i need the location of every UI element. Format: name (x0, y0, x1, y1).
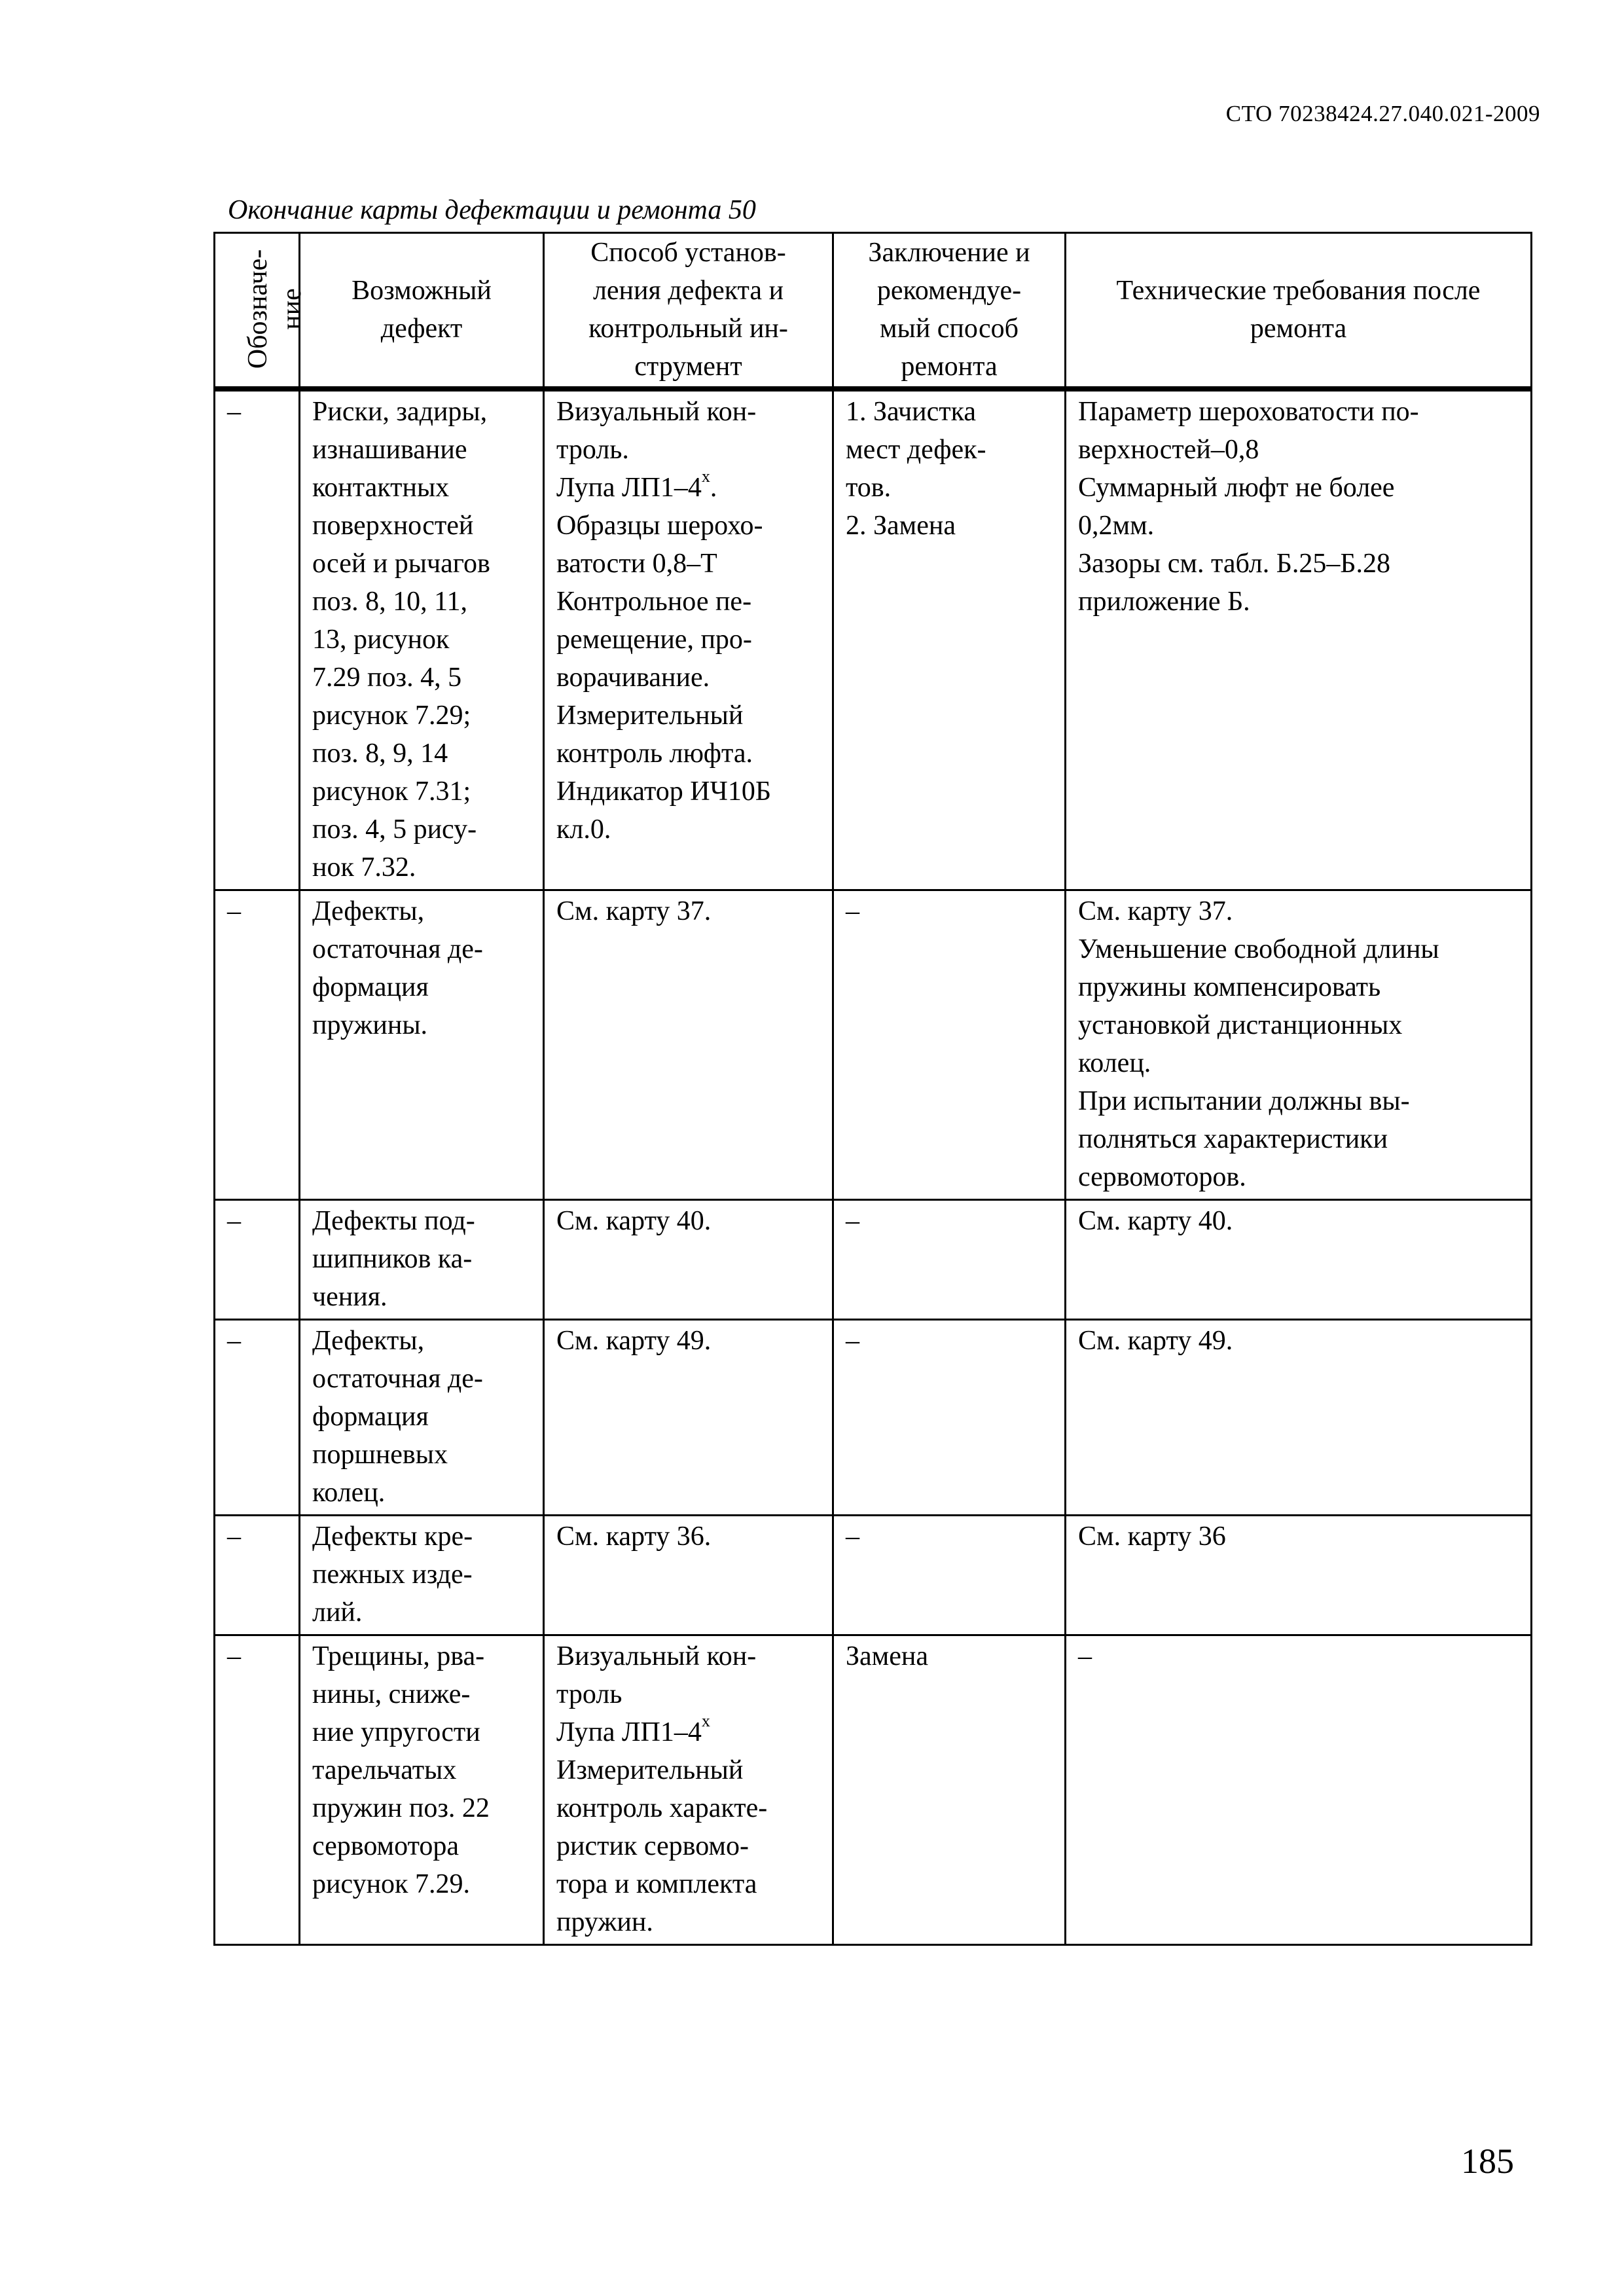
cell-defect: Трещины, рва- нины, сниже- ние упругости тарельчатых пружин поз. 22 сервомотора рисунок 7.29. (300, 1635, 544, 1944)
table-row (215, 1635, 1532, 1944)
cell-designation: – (215, 1635, 300, 1944)
column-header-repair: Заключение и рекомендуе- мый способ ремонта (833, 233, 1066, 389)
method-text-a: См. карту 40. (556, 1205, 712, 1236)
cell-repair: – (833, 1319, 1066, 1515)
cell-method (544, 1319, 833, 1515)
cell-requirements: – (1066, 1635, 1532, 1944)
table-row (215, 1515, 1532, 1635)
column-header-method: Способ установ- ления дефекта и контрольный ин- струмент (544, 233, 833, 389)
cell-requirements: См. карту 36 (1066, 1515, 1532, 1635)
cell-designation: – (215, 389, 300, 890)
column-header-defect: Возможный дефект (300, 233, 544, 389)
document-code: СТО 70238424.27.040.021-2009 (1225, 101, 1540, 126)
cell-repair: 1. Зачистка мест дефек- тов. 2. Замена (833, 389, 1066, 890)
cell-repair: Замена (833, 1635, 1066, 1944)
cell-designation: – (215, 1199, 300, 1319)
cell-designation: – (215, 1319, 300, 1515)
method-text-a: См. карту 37. (556, 896, 712, 926)
cell-repair: – (833, 1199, 1066, 1319)
table-row (215, 890, 1532, 1199)
table-header-row (215, 233, 1532, 389)
cell-repair: – (833, 1515, 1066, 1635)
cell-defect: Дефекты, остаточная де- формация поршневых колец. (300, 1319, 544, 1515)
method-text-a: См. карту 36. (556, 1521, 712, 1552)
column-header-designation-text: Обозначе- ние (243, 249, 308, 369)
method-text-b: Измерительный контроль характе- ристик сервомо- тора и комплекта пружин. (556, 1755, 768, 1937)
cell-defect: Дефекты под- шипников ка- чения. (300, 1199, 544, 1319)
cell-defect: Дефекты кре- пежных изде- лий. (300, 1515, 544, 1635)
method-superscript: х (701, 1711, 710, 1730)
cell-designation: – (215, 890, 300, 1199)
cell-method (544, 1199, 833, 1319)
table-row (215, 1199, 1532, 1319)
column-header-designation (215, 233, 308, 389)
table-row (215, 1319, 1532, 1515)
cell-method (544, 890, 833, 1199)
cell-designation: – (215, 1515, 300, 1635)
column-header-requirements: Технические требования после ремонта (1066, 233, 1532, 389)
cell-method (544, 389, 833, 890)
cell-requirements: Параметр шероховатости по- верхностей–0,8 Суммарный люфт не более 0,2мм. Зазоры см. табл. Б.25–Б.28 приложение Б. (1066, 389, 1532, 890)
cell-defect: Дефекты, остаточная де- формация пружины. (300, 890, 544, 1199)
cell-repair: – (833, 890, 1066, 1199)
cell-defect: Риски, задиры, изнашивание контактных поверхностей осей и рычагов поз. 8, 10, 11, 13, рисунок 7.29 поз. 4, 5 рисунок 7.29; поз. 8, 9, 14 рисунок 7.31; поз. 4, 5 рису- нок 7.32. (300, 389, 544, 890)
cell-method (544, 1515, 833, 1635)
method-text-a: См. карту 49. (556, 1325, 712, 1356)
table-caption: Окончание карты дефектации и ремонта 50 (228, 195, 756, 225)
defect-repair-table (213, 232, 1532, 1946)
cell-requirements: См. карту 49. (1066, 1319, 1532, 1515)
page-number: 185 (1461, 2141, 1514, 2181)
cell-method (544, 1635, 833, 1944)
cell-requirements: См. карту 40. (1066, 1199, 1532, 1319)
cell-requirements: См. карту 37. Уменьшение свободной длины пружины компенсировать установкой дистанционных колец. При испытании должны вы- полняться характеристики сервомоторов. (1066, 890, 1532, 1199)
method-text-a: Визуальный кон- троль Лупа ЛП1–4 (556, 1641, 757, 1747)
method-superscript: х (701, 466, 710, 486)
table-row (215, 389, 1532, 890)
method-text-b: . Образцы шерохо- ватости 0,8–Т Контрольное пе- ремещение, про- ворачивание. Измерительный контроль люфта. Индикатор ИЧ10Б кл.0. (556, 472, 772, 845)
method-text-a: Визуальный кон- троль. Лупа ЛП1–4 (556, 396, 757, 503)
